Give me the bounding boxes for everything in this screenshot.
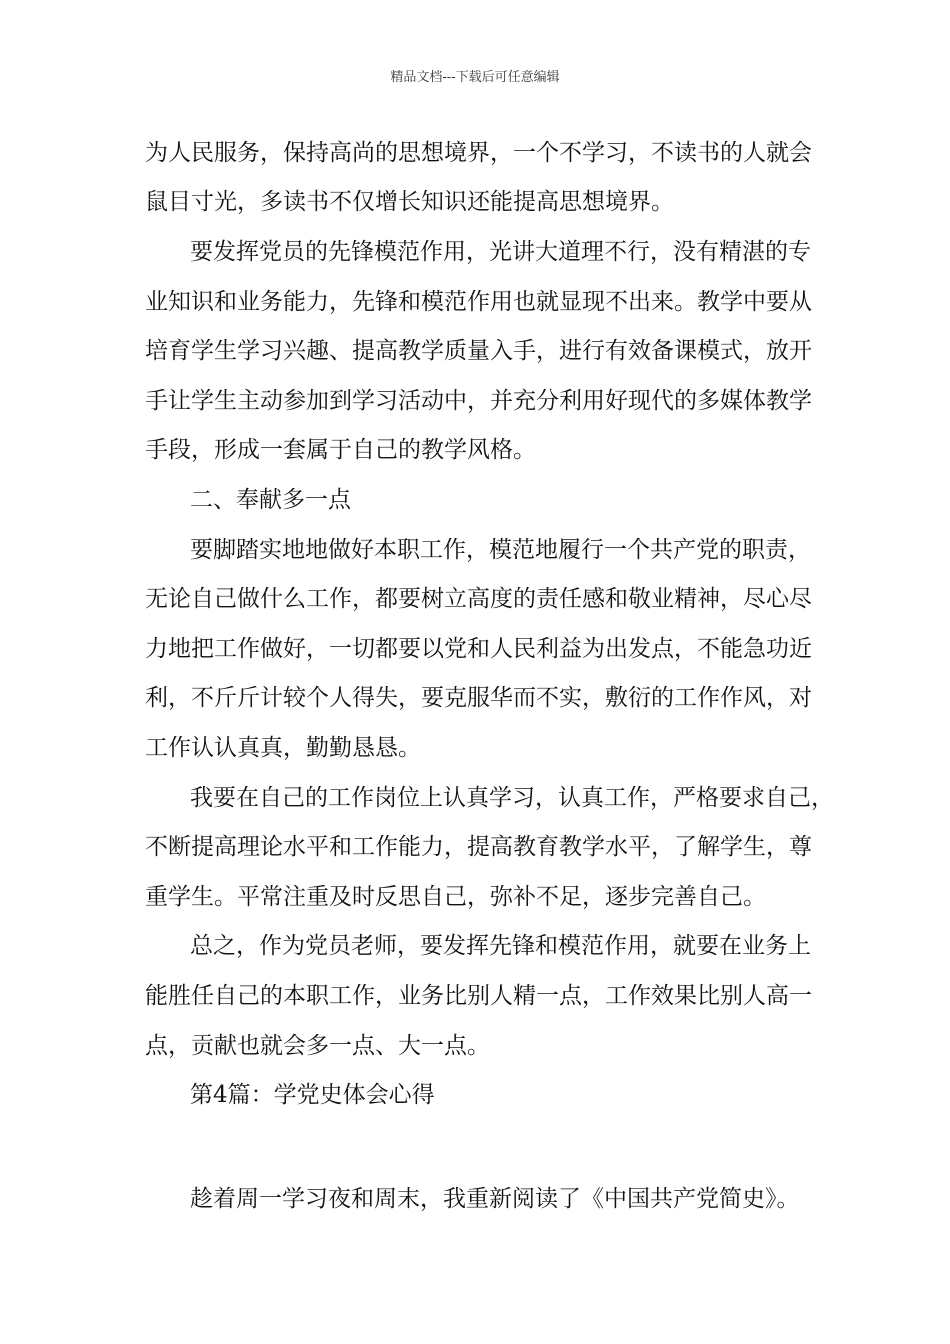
text-line: 总之，作为党员老师，要发挥先锋和模范作用，就要在业务上 <box>190 933 811 959</box>
page-header: 精品文档---下载后可任意编辑 <box>390 70 560 85</box>
text-line: 不断提高理论水平和工作能力，提高教育教学水平，了解学生，尊 <box>145 834 812 860</box>
text-line: 无论自己做什么工作，都要树立高度的责任感和敬业精神，尽心尽 <box>145 586 812 612</box>
text-line: 鼠目寸光，多读书不仅增长知识还能提高思想境界。 <box>145 189 674 215</box>
text-line: 点，贡献也就会多一点、大一点。 <box>145 1033 490 1059</box>
text-line: 能胜任自己的本职工作，业务比别人精一点，工作效果比别人高一 <box>145 983 812 1009</box>
text-line: 要发挥党员的先锋模范作用，光讲大道理不行，没有精湛的专 <box>190 239 811 265</box>
text-line: 趁着周一学习夜和周末，我重新阅读了《中国共产党简史》。 <box>190 1186 800 1212</box>
text-line: 业知识和业务能力，先锋和模范作用也就显现不出来。教学中要从 <box>145 289 812 315</box>
section-heading: 二、奉献多一点 <box>190 487 351 513</box>
text-line: 为人民服务，保持高尚的思想境界，一个不学习，不读书的人就会 <box>145 140 812 166</box>
article-heading: 第4篇：学党史体会心得 <box>190 1082 435 1108</box>
text-line: 我要在自己的工作岗位上认真学习，认真工作，严格要求自己， <box>190 785 834 811</box>
text-line: 利，不斤斤计较个人得失，要克服华而不实，敷衍的工作作风，对 <box>145 685 812 711</box>
text-line: 培育学生学习兴趣、提高教学质量入手，进行有效备课模式，放开 <box>145 338 812 364</box>
text-line: 要脚踏实地地做好本职工作，模范地履行一个共产党的职责， <box>190 537 811 563</box>
text-line: 手段，形成一套属于自己的教学风格。 <box>145 437 536 463</box>
text-line: 工作认认真真，勤勤恳恳。 <box>145 735 421 761</box>
text-line: 手让学生主动参加到学习活动中，并充分利用好现代的多媒体教学 <box>145 388 812 414</box>
text-line: 重学生。平常注重及时反思自己，弥补不足，逐步完善自己。 <box>145 884 766 910</box>
text-line: 力地把工作做好，一切都要以党和人民利益为出发点，不能急功近 <box>145 636 812 662</box>
